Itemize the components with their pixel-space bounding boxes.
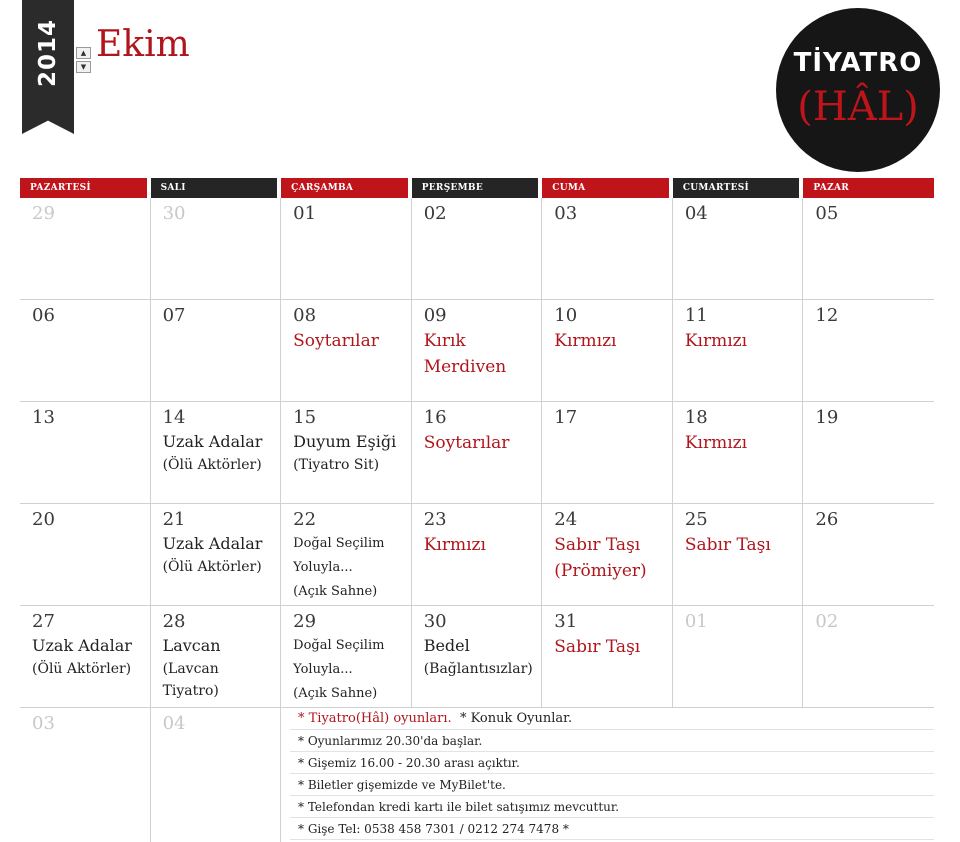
day-cell[interactable]: [281, 606, 412, 708]
day-number: 26: [815, 509, 839, 530]
day-cell[interactable]: [281, 504, 412, 606]
day-number: 16: [423, 407, 447, 428]
note-box-office-hours: * Gişemiz 16.00 - 20.30 arası açıktır.: [290, 752, 934, 774]
day-cell[interactable]: [20, 402, 151, 504]
weekday-monday: PAZARTESİ: [20, 178, 151, 198]
weekday-sunday: PAZAR: [803, 178, 934, 198]
day-cell[interactable]: [412, 300, 543, 402]
day-cell[interactable]: [673, 504, 804, 606]
notes-row: [20, 708, 934, 842]
day-number: 29: [293, 611, 317, 632]
day-cell[interactable]: [20, 708, 151, 842]
day-cell[interactable]: [412, 504, 543, 606]
event-company: (Açık Sahne): [293, 584, 378, 599]
event-link-line2[interactable]: Merdiven: [423, 357, 507, 377]
month-title: Ekim: [96, 24, 190, 65]
event-link[interactable]: Sabır Taşı: [554, 637, 641, 657]
event-company: (Tiyatro Sit): [293, 457, 380, 473]
event-link[interactable]: Kırık: [423, 331, 466, 351]
tiyatro-hal-logo: [776, 8, 940, 172]
day-number: 01: [293, 203, 317, 224]
day-number: 21: [162, 509, 186, 530]
day-number: 23: [423, 509, 447, 530]
event-link[interactable]: Kırmızı: [423, 535, 486, 555]
day-cell[interactable]: [542, 198, 673, 300]
day-number: 29: [32, 203, 55, 224]
day-cell[interactable]: [803, 504, 934, 606]
day-cell[interactable]: [803, 402, 934, 504]
event-link[interactable]: Doğal Seçilim: [293, 638, 385, 653]
day-number: 28: [162, 611, 186, 632]
weekday-wednesday: ÇARŞAMBA: [281, 178, 412, 198]
day-number: 07: [162, 305, 186, 326]
year-label: 2014: [35, 19, 61, 88]
day-cell[interactable]: [542, 300, 673, 402]
day-number: 05: [815, 203, 839, 224]
day-number: 01: [684, 611, 708, 632]
day-cell[interactable]: [151, 708, 282, 842]
day-cell[interactable]: [151, 300, 282, 402]
weekday-header: [20, 178, 934, 198]
day-number: 30: [423, 611, 447, 632]
event-company-line2: Tiyatro): [162, 683, 219, 699]
day-number: 10: [554, 305, 578, 326]
note-ticket-sales: * Biletler gişemizde ve MyBilet'te.: [290, 774, 934, 796]
event-link[interactable]: Uzak Adalar: [162, 432, 263, 451]
day-number: 08: [293, 305, 317, 326]
logo-hal: HÂL: [812, 84, 904, 130]
day-cell[interactable]: [20, 198, 151, 300]
day-number: 30: [162, 203, 186, 224]
day-cell[interactable]: [281, 198, 412, 300]
weekday-saturday: CUMARTESİ: [673, 178, 804, 198]
day-cell[interactable]: [673, 198, 804, 300]
day-cell[interactable]: [151, 402, 282, 504]
day-number: 17: [554, 407, 578, 428]
notes-panel: [290, 708, 934, 840]
day-number: 14: [162, 407, 186, 428]
event-link[interactable]: Soytarılar: [423, 433, 510, 453]
event-link-line2[interactable]: Yoluyla...: [293, 662, 353, 677]
legend-line: [290, 708, 934, 730]
day-number: 06: [32, 305, 55, 326]
day-cell[interactable]: [412, 198, 543, 300]
day-number: 24: [554, 509, 578, 530]
day-number: 12: [815, 305, 839, 326]
weekday-thursday: PERŞEMBE: [412, 178, 543, 198]
day-cell[interactable]: [803, 606, 934, 708]
day-number: 18: [684, 407, 708, 428]
day-cell[interactable]: [412, 606, 543, 708]
year-down-button[interactable]: ▼: [76, 61, 91, 73]
event-company: (Bağlantısızlar): [423, 661, 533, 677]
legend-own-plays: * Tiyatro(Hâl) oyunları.: [298, 711, 452, 726]
day-cell[interactable]: [542, 402, 673, 504]
event-link-line2[interactable]: Yoluyla...: [293, 560, 353, 575]
event-link[interactable]: Sabır Taşı: [554, 535, 641, 555]
day-number: 15: [293, 407, 317, 428]
event-link[interactable]: Doğal Seçilim: [293, 536, 385, 551]
day-cell[interactable]: [151, 198, 282, 300]
event-company: (Ölü Aktörler): [162, 457, 262, 473]
event-link[interactable]: Sabır Taşı: [684, 535, 771, 555]
day-number: 27: [32, 611, 55, 632]
day-number: 20: [32, 509, 55, 530]
event-link[interactable]: Bedel: [423, 636, 470, 655]
day-cell[interactable]: [20, 606, 151, 708]
day-cell[interactable]: [542, 504, 673, 606]
day-number: 25: [684, 509, 708, 530]
event-company: (Ölü Aktörler): [32, 661, 132, 677]
day-cell[interactable]: [151, 504, 282, 606]
event-link[interactable]: Uzak Adalar: [32, 636, 132, 655]
event-link[interactable]: Kırmızı: [684, 433, 748, 453]
day-cell[interactable]: [412, 402, 543, 504]
day-number: 02: [815, 611, 839, 632]
event-link[interactable]: Duyum Eşiği: [293, 432, 397, 451]
day-number: 03: [554, 203, 578, 224]
year-stepper[interactable]: [76, 47, 91, 75]
note-box-office-phone: * Gişe Tel: 0538 458 7301 / 0212 274 7478 *: [290, 818, 934, 840]
logo-paren-open: (: [797, 84, 813, 130]
day-number: 02: [423, 203, 447, 224]
day-cell[interactable]: [803, 300, 934, 402]
day-number: 04: [684, 203, 708, 224]
day-cell[interactable]: [673, 300, 804, 402]
logo-text-top: TİYATRO: [793, 48, 923, 78]
note-start-time: * Oyunlarımız 20.30'da başlar.: [290, 730, 934, 752]
event-link[interactable]: Uzak Adalar: [162, 534, 263, 553]
day-cell[interactable]: [803, 198, 934, 300]
event-link[interactable]: Soytarılar: [293, 331, 379, 351]
weekday-tuesday: SALI: [151, 178, 282, 198]
logo-paren-close: ): [903, 84, 919, 130]
day-cell[interactable]: [281, 402, 412, 504]
event-link[interactable]: Lavcan: [162, 636, 221, 655]
day-cell[interactable]: [151, 606, 282, 708]
weekday-friday: CUMA: [542, 178, 673, 198]
day-cell[interactable]: [20, 504, 151, 606]
event-company: (Açık Sahne): [293, 686, 378, 701]
event-company: (Ölü Aktörler): [162, 559, 262, 575]
logo-text-bottom: [776, 84, 940, 130]
day-number: 04: [162, 713, 186, 734]
day-number: 22: [293, 509, 317, 530]
day-number: 19: [815, 407, 839, 428]
day-number: 13: [32, 407, 55, 428]
event-company: (Lavcan: [162, 661, 219, 677]
event-link[interactable]: Kırmızı: [684, 331, 748, 351]
year-up-button[interactable]: ▲: [76, 47, 91, 59]
day-cell[interactable]: [673, 606, 804, 708]
day-cell[interactable]: [20, 300, 151, 402]
day-number: 03: [32, 713, 55, 734]
event-link[interactable]: Kırmızı: [554, 331, 617, 351]
day-number: 31: [554, 611, 578, 632]
day-number: 11: [684, 305, 708, 326]
day-number: 09: [423, 305, 447, 326]
day-cell[interactable]: [281, 300, 412, 402]
legend-guest-plays: * Konuk Oyunlar.: [459, 711, 573, 726]
event-premiere-label: (Prömiyer): [554, 561, 647, 581]
day-cell[interactable]: [542, 606, 673, 708]
note-phone-sales: * Telefondan kredi kartı ile bilet satışımız mevcuttur.: [290, 796, 934, 818]
calendar-grid: [20, 198, 934, 708]
day-cell[interactable]: [673, 402, 804, 504]
